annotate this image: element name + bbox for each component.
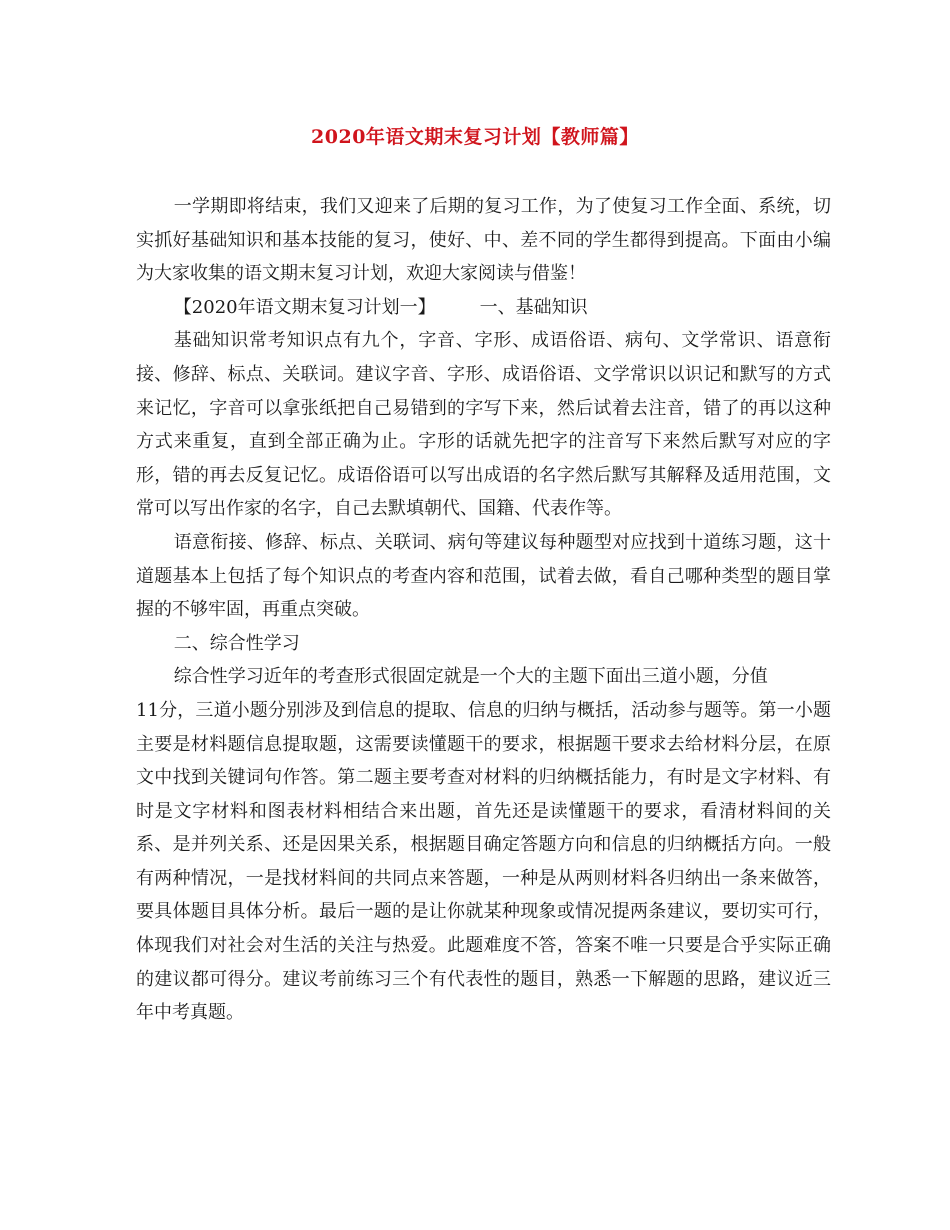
document-title: 2020年语文期末复习计划【教师篇】 [311, 126, 639, 148]
basic-knowledge-paragraph-1: 基础知识常考知识点有九个，字音、字形、成语俗语、病句、文学常识、语意衔接、修辞、标点、关联词。建议字音、字形、成语俗语、文学常识以识记和默写的方式来记忆，字音可以拿张纸把自己易错到的字写下来，然后试着去注音，错了的再以这种方式来重复，直到全部正确为止。字形的话就先把字的注音写下来然后默写对应的字形，错的再去反复记忆。成语俗语可以写出成语的名字然后默写其解释及适用范围，文常可以写出作家的名字，自己去默填朝代、国籍、代表作等。 [136, 330, 831, 520]
section2-heading: 二、综合性学习 [173, 632, 300, 654]
intro-paragraph: 一学期即将结束，我们又迎来了后期的复习工作，为了使复习工作全面、系统，切实抓好基础知识和基本技能的复习，使好、中、差不同的学生都得到提高。下面由小编为大家收集的语文期末复习计划，欢迎大家阅读与借鉴！ [136, 196, 831, 285]
comprehensive-paragraph-first-line: 综合性学习近年的考查形式很固定就是一个大的主题下面出三道小题，分值 [173, 666, 768, 688]
plan-heading: 【2020年语文期末复习计划一】 [173, 296, 436, 318]
comprehensive-paragraph-rest: 11分，三道小题分别涉及到信息的提取、信息的归纳与概括，活动参与题等。第一小题主要是材料题信息提取题，这需要读懂题干的要求，根据题干要求去给材料分层，在原文中找到关键词句作答。第二题主要考查对材料的归纳概括能力，有时是文字材料、有时是文字材料和图表材料相结合来出题，首先还是读懂题干的要求，看清材料间的关系、是并列关系、还是因果关系，根据题目确定答题方向和信息的归纳概括方向。一般有两种情况，一是找材料间的共同点来答题，一种是从两则材料各归纳出一条来做答，要具体题目具体分析。最后一题的是让你就某种现象或情况提两条建议，要切实可行，体现我们对社会对生活的关注与热爱。此题难度不答，答案不唯一只要是合乎实际正确的建议都可得分。建议考前练习三个有代表性的题目，熟悉一下解题的思路，建议近三年中考真题。 [136, 699, 831, 1024]
section1-heading: 一、基础知识 [479, 296, 588, 318]
comprehensive-paragraph [136, 660, 831, 1030]
basic-knowledge-paragraph-2: 语意衔接、修辞、标点、关联词、病句等建议每种题型对应找到十道练习题，这十道题基本上包括了每个知识点的考查内容和范围，试着去做，看自己哪种类型的题目掌握的不够牢固，再重点突破。 [136, 531, 831, 621]
plan-heading-line [136, 291, 831, 325]
document-body [136, 190, 831, 1030]
